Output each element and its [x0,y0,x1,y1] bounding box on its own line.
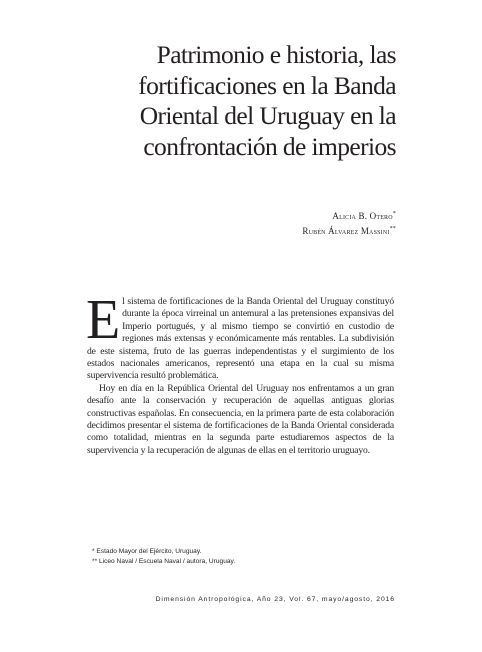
author [302,208,396,223]
footnote: ** Liceo Naval / Escuela Naval / autora, Uruguay. [92,557,236,565]
title-line: Patrimonio e historia, las [156,40,396,69]
title-line: Oriental del Uruguay en la [139,101,396,130]
body-paragraph [87,383,394,457]
body-paragraph [86,289,394,383]
article-title [96,40,396,162]
author-list [302,208,396,237]
title-line: confrontación de imperios [143,131,396,161]
title-line: fortificaciones en la Banda [138,70,396,100]
author-name: Rubén Álvarez Massini [302,225,390,236]
author-name: Alicia B. Otero [332,211,393,221]
author [302,223,396,238]
running-footer: Dimensión Antropológica, Año 23, Vol. 67, mayo/agosto, 2016 [155,596,395,603]
paragraph-text: Hoy en día en la República Oriental del Uruguay nos enfrentamos a un gran desafío ante la conservación y recuperación de aquellas antiguas glorias constructivas españolas. En consecuencia, en la primera parte de esta colaboración decidimos presentar el sistema de fortificaciones de la Banda Oriental considerada como totalidad, mientras en la segunda parte estudiaremos aspectos de la supervivencia y la recuperación de algunas de ellas en el territorio uruguayo. [87,382,394,456]
drop-cap: E [86,289,121,351]
author-footnote-mark: * [392,211,396,217]
paragraph-text: l sistema de fortificaciones de la Banda Oriental del Uruguay constituyó durante la época virreinal un antemural a las pretensiones expansivas del Imperio portugués, y al mismo tiempo se convirtió en custodio de regiones más extensas y económicamente más rentables. La subdivisión de este sistema, fruto de las guerras independentistas y el surgimiento de los estados nacionales americanos, representó una etapa en la cual su misma supervivencia resultó problemática. [87,296,394,382]
article-body [86,289,394,457]
footnotes [92,547,235,566]
footnote: * Estado Mayor del Ejército, Uruguay. [92,548,202,555]
author-footnote-mark: ** [389,225,396,232]
